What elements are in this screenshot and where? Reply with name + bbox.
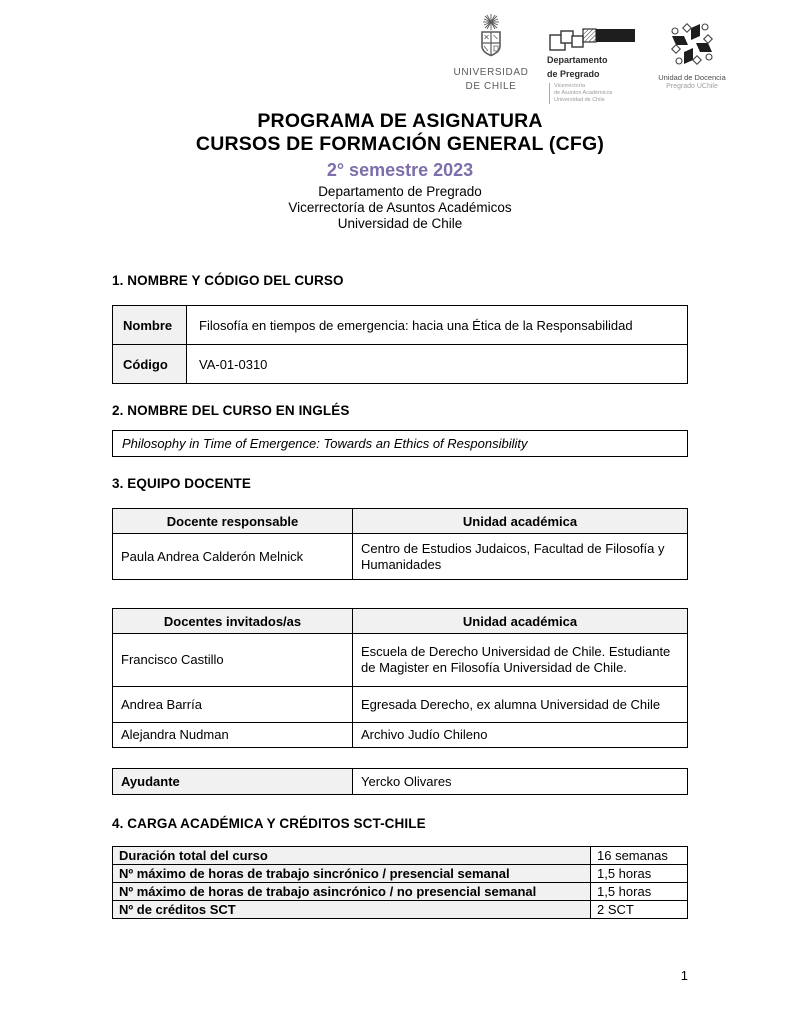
course-name-label: Nombre (113, 306, 187, 345)
table-row (113, 901, 688, 919)
horas-asincronico-label: Nº máximo de horas de trabajo asincrónico / no presencial semanal (113, 883, 591, 901)
pregrado-logo-title1: Departamento (547, 55, 608, 65)
logo-unidad-docencia (652, 13, 732, 91)
ayudante-label: Ayudante (113, 769, 353, 795)
document-title-line2: CURSOS DE FORMACIÓN GENERAL (CFG) (195, 133, 605, 155)
pregrado-logo-sub3: Universidad de Chile (554, 97, 605, 103)
invitados-col-header: Docentes invitados/as (113, 609, 353, 634)
subtitle-departamento: Departamento de Pregrado (318, 184, 482, 199)
document-title-line1: PROGRAMA DE ASIGNATURA (257, 110, 543, 132)
table-row (113, 687, 688, 723)
horas-sincronico-label: Nº máximo de horas de trabajo sincrónico / presencial semanal (113, 865, 591, 883)
course-name-value: Filosofía en tiempos de emergencia: hacia una Ética de la Responsabilidad (187, 306, 688, 345)
responsable-col-header: Docente responsable (113, 509, 353, 534)
semester-line: 2° semestre 2023 (326, 160, 474, 180)
uchile-crest-icon (448, 13, 534, 65)
responsable-unit: Centro de Estudios Judaicos, Facultad de Filosofía y Humanidades (353, 534, 688, 580)
table-row (113, 634, 688, 687)
subtitle-vicerrectoria: Vicerrectoría de Asuntos Académicos (288, 200, 512, 215)
english-name-box (112, 430, 688, 457)
table-row (113, 883, 688, 901)
duracion-value: 16 semanas (591, 847, 688, 865)
course-code-label: Código (113, 345, 187, 384)
subtitle-universidad: Universidad de Chile (337, 216, 463, 231)
duracion-label: Duración total del curso (113, 847, 591, 865)
unidad-academica-col-header: Unidad académica (353, 509, 688, 534)
invitado-name: Andrea Barría (113, 687, 353, 723)
invitado-name: Alejandra Nudman (113, 723, 353, 748)
section4-heading: 4. CARGA ACADÉMICA Y CRÉDITOS SCT-CHILE (112, 816, 426, 831)
section3-heading: 3. EQUIPO DOCENTE (112, 476, 251, 491)
header-logos (448, 13, 732, 104)
pregrado-logo-title2: de Pregrado (547, 68, 600, 79)
table-row (113, 865, 688, 883)
section2-heading: 2. NOMBRE DEL CURSO EN INGLÉS (112, 403, 350, 418)
course-name-code-table (112, 305, 688, 384)
logo-departamento-pregrado (547, 13, 639, 104)
invited-teachers-table (112, 608, 688, 748)
page-number: 1 (680, 968, 688, 983)
pregrado-squares-icon (547, 26, 639, 52)
invitado-unit: Escuela de Derecho Universidad de Chile. Estudiante de Magister en Filosofía Universidad de Chile. (353, 634, 688, 687)
table-row (113, 306, 688, 345)
docencia-logo-line2: Pregrado UChile (666, 83, 718, 90)
table-header-row (113, 609, 688, 634)
english-name-value: Philosophy in Time of Emergence: Towards an Ethics of Responsibility (122, 436, 528, 451)
ayudante-value: Yercko Olivares (353, 769, 688, 795)
table-row (113, 534, 688, 580)
table-row (113, 723, 688, 748)
table-row (113, 769, 688, 795)
course-code-value: VA-01-0310 (187, 345, 688, 384)
unidad-academica-col-header: Unidad académica (353, 609, 688, 634)
invitado-unit: Egresada Derecho, ex alumna Universidad de Chile (353, 687, 688, 723)
horas-sincronico-value: 1,5 horas (591, 865, 688, 883)
responsible-teacher-table (112, 508, 688, 580)
invitado-unit: Archivo Judío Chileno (353, 723, 688, 748)
docencia-logo-line1: Unidad de Docencia (658, 73, 726, 82)
section1-heading: 1. NOMBRE Y CÓDIGO DEL CURSO (112, 273, 344, 288)
pregrado-logo-subtext (549, 83, 639, 104)
pregrado-logo-sub1: Vicerrectoría (554, 83, 586, 89)
table-row (113, 345, 688, 384)
invitado-name: Francisco Castillo (113, 634, 353, 687)
logo-universidad-de-chile (448, 13, 534, 93)
creditos-sct-value: 2 SCT (591, 901, 688, 919)
uchile-logo-line1: UNIVERSIDAD (453, 67, 529, 78)
uchile-logo-line2: DE CHILE (465, 81, 517, 92)
horas-asincronico-value: 1,5 horas (591, 883, 688, 901)
course-load-table (112, 846, 688, 919)
responsable-name: Paula Andrea Calderón Melnick (113, 534, 353, 580)
docencia-pinwheel-icon (652, 18, 732, 70)
pregrado-logo-sub2: de Asuntos Académicos (554, 90, 613, 96)
table-row (113, 847, 688, 865)
creditos-sct-label: Nº de créditos SCT (113, 901, 591, 919)
table-header-row (113, 509, 688, 534)
assistant-table (112, 768, 688, 795)
